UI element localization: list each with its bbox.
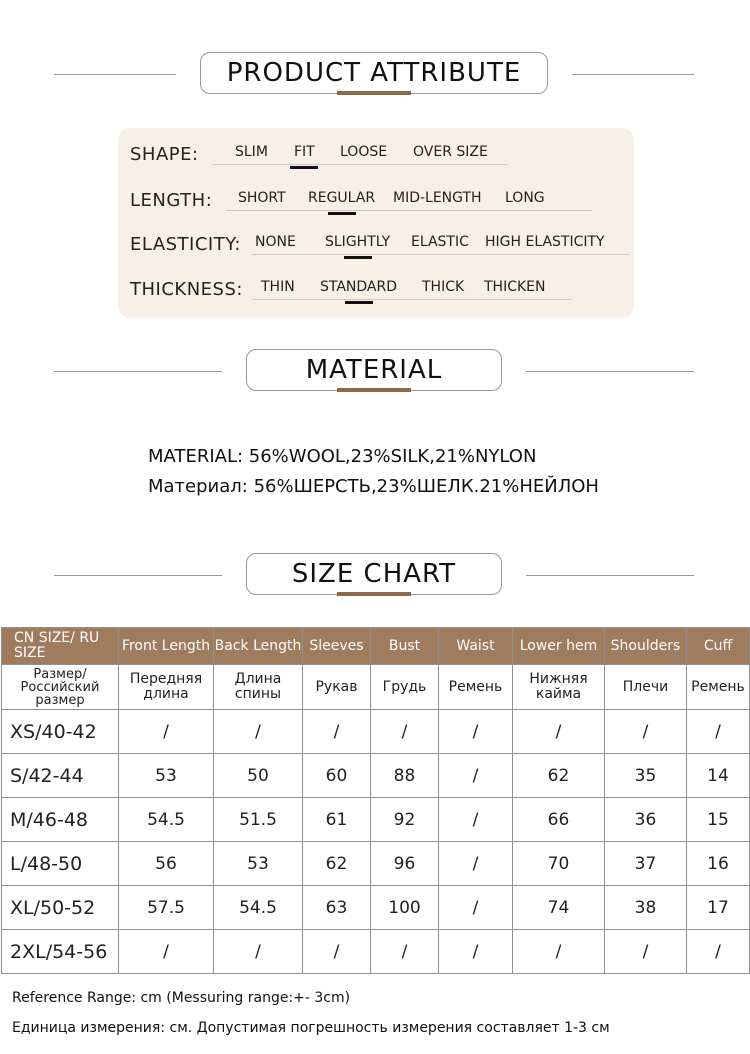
measurement-cell: 63 <box>303 886 371 930</box>
attr-option: MID-LENGTH <box>393 190 482 206</box>
header-cell: Waist <box>439 628 513 665</box>
measurement-cell: 62 <box>513 754 605 798</box>
measurement-cell: 38 <box>605 886 687 930</box>
measurement-cell: / <box>214 710 303 754</box>
title-underline <box>337 592 411 596</box>
attr-option: HIGH ELASTICITY <box>485 234 605 250</box>
attribute-panel <box>118 128 634 318</box>
attr-option: SHORT <box>238 190 286 206</box>
attr-label: THICKNESS: <box>130 279 243 300</box>
measurement-cell: 56 <box>119 842 214 886</box>
attr-option-selected: REGULAR <box>308 190 376 206</box>
product-attribute-header <box>0 52 750 98</box>
measurement-cell: / <box>439 754 513 798</box>
attr-track <box>252 299 572 300</box>
material-en: MATERIAL: 56%WOOL,23%SILK,21%NYLON <box>148 446 537 467</box>
header-cell: Cuff <box>687 628 750 665</box>
table-row <box>2 842 750 886</box>
measurement-cell: / <box>439 930 513 974</box>
measurement-cell: 50 <box>214 754 303 798</box>
title-underline <box>337 388 411 392</box>
size-label-cell: M/46-48 <box>2 798 119 842</box>
header-cell-ru: Нижняя кайма <box>513 665 605 710</box>
divider-right <box>526 575 694 576</box>
attr-option: LOOSE <box>340 144 388 160</box>
measurement-cell: / <box>687 930 750 974</box>
size-label-cell: XS/40-42 <box>2 710 119 754</box>
attr-option: THIN <box>261 279 295 295</box>
measurement-cell: / <box>687 710 750 754</box>
attr-label: SHAPE: <box>130 144 199 165</box>
measurement-cell: 61 <box>303 798 371 842</box>
product-attribute-title <box>200 52 548 94</box>
measurement-cell: 51.5 <box>214 798 303 842</box>
measurement-cell: 100 <box>371 886 439 930</box>
attr-track <box>226 210 592 211</box>
measurement-cell: 66 <box>513 798 605 842</box>
attr-track <box>252 254 630 255</box>
attr-option: LONG <box>505 190 545 206</box>
measurement-cell: 57.5 <box>119 886 214 930</box>
header-cell-ru: Ремень <box>687 665 750 710</box>
measurement-cell: 92 <box>371 798 439 842</box>
size-label-cell: 2XL/54-56 <box>2 930 119 974</box>
measurement-cell: 62 <box>303 842 371 886</box>
measurement-cell: 54.5 <box>119 798 214 842</box>
header-cell-ru: Длина спины <box>214 665 303 710</box>
material-text <box>148 442 599 502</box>
reference-note-en: Reference Range: cm (Messuring range:+- 3cm) <box>12 990 351 1006</box>
measurement-cell: 53 <box>119 754 214 798</box>
header-cell-ru: Плечи <box>605 665 687 710</box>
header-cell-ru: Ремень <box>439 665 513 710</box>
attr-option: THICK <box>422 279 465 295</box>
measurement-cell: / <box>214 930 303 974</box>
header-cell-ru: Размер/ Российский размер <box>2 665 119 710</box>
size-label-cell: L/48-50 <box>2 842 119 886</box>
measurement-cell: / <box>439 710 513 754</box>
measurement-cell: 60 <box>303 754 371 798</box>
measurement-cell: / <box>371 930 439 974</box>
material-title-text: MATERIAL <box>305 355 443 385</box>
measurement-cell: 37 <box>605 842 687 886</box>
header-cell: CN SIZE/ RU SIZE <box>2 628 119 665</box>
attr-option: ELASTIC <box>411 234 469 250</box>
measurement-cell: / <box>605 710 687 754</box>
attr-option-selected: STANDARD <box>320 279 398 295</box>
measurement-cell: / <box>303 710 371 754</box>
attr-row-elasticity <box>130 226 630 260</box>
measurement-cell: 54.5 <box>214 886 303 930</box>
measurement-cell: / <box>371 710 439 754</box>
attr-row-thickness <box>130 271 630 305</box>
measurement-cell: 16 <box>687 842 750 886</box>
measurement-cell: / <box>119 930 214 974</box>
size-chart-header <box>0 553 750 599</box>
size-label-cell: XL/50-52 <box>2 886 119 930</box>
attr-option-selected: SLIGHTLY <box>325 234 391 250</box>
size-chart-title <box>246 553 502 595</box>
measurement-cell: / <box>439 798 513 842</box>
measurement-cell: / <box>605 930 687 974</box>
header-row-en <box>2 628 750 665</box>
measurement-cell: 70 <box>513 842 605 886</box>
table-row <box>2 710 750 754</box>
measurement-cell: / <box>513 930 605 974</box>
divider-left <box>54 74 176 75</box>
measurement-cell: 35 <box>605 754 687 798</box>
measurement-cell: 17 <box>687 886 750 930</box>
size-chart-title-text: SIZE CHART <box>291 559 457 589</box>
size-label-cell: S/42-44 <box>2 754 119 798</box>
measurement-cell: / <box>439 886 513 930</box>
attr-option-selected: FIT <box>294 144 315 160</box>
header-cell: Sleeves <box>303 628 371 665</box>
measurement-cell: / <box>439 842 513 886</box>
table-row <box>2 798 750 842</box>
material-ru: Материал: 56%ШЕРСТЬ,23%ШЕЛК.21%НЕЙЛОН <box>148 476 599 497</box>
table-row <box>2 930 750 974</box>
header-cell-ru: Передняя длина <box>119 665 214 710</box>
measurement-cell: 53 <box>214 842 303 886</box>
measurement-cell: 74 <box>513 886 605 930</box>
material-title <box>246 349 502 391</box>
reference-note-ru: Единица измерения: см. Допустимая погрешность измерения составляет 1-3 см <box>12 1020 610 1036</box>
measurement-cell: / <box>303 930 371 974</box>
divider-right <box>572 74 694 75</box>
measurement-cell: / <box>119 710 214 754</box>
header-cell: Bust <box>371 628 439 665</box>
measurement-cell: 14 <box>687 754 750 798</box>
attr-option: THICKEN <box>484 279 546 295</box>
size-rows <box>2 710 750 974</box>
size-chart-table <box>1 627 750 974</box>
header-cell: Shoulders <box>605 628 687 665</box>
attr-label: LENGTH: <box>130 190 213 211</box>
measurement-cell: 96 <box>371 842 439 886</box>
product-attribute-title-text: PRODUCT ATTRIBUTE <box>226 58 522 88</box>
divider-left <box>54 371 222 372</box>
header-cell-ru: Грудь <box>371 665 439 710</box>
attr-option: NONE <box>255 234 296 250</box>
title-underline <box>337 91 411 95</box>
measurement-cell: 36 <box>605 798 687 842</box>
measurement-cell: / <box>513 710 605 754</box>
header-cell: Front Length <box>119 628 214 665</box>
divider-right <box>526 371 694 372</box>
table-row <box>2 886 750 930</box>
attr-option: SLIM <box>235 144 268 160</box>
header-cell-ru: Рукав <box>303 665 371 710</box>
attr-track <box>212 164 508 165</box>
table-row <box>2 754 750 798</box>
header-row-ru <box>2 665 750 710</box>
header-cell: Back Length <box>214 628 303 665</box>
header-cell: Lower hem <box>513 628 605 665</box>
attr-label: ELASTICITY: <box>130 234 241 255</box>
attr-row-shape <box>130 136 630 170</box>
measurement-cell: 15 <box>687 798 750 842</box>
attr-option: OVER SIZE <box>413 144 488 160</box>
material-header <box>0 349 750 395</box>
measurement-cell: 88 <box>371 754 439 798</box>
attr-row-length <box>130 182 630 216</box>
divider-left <box>54 575 222 576</box>
